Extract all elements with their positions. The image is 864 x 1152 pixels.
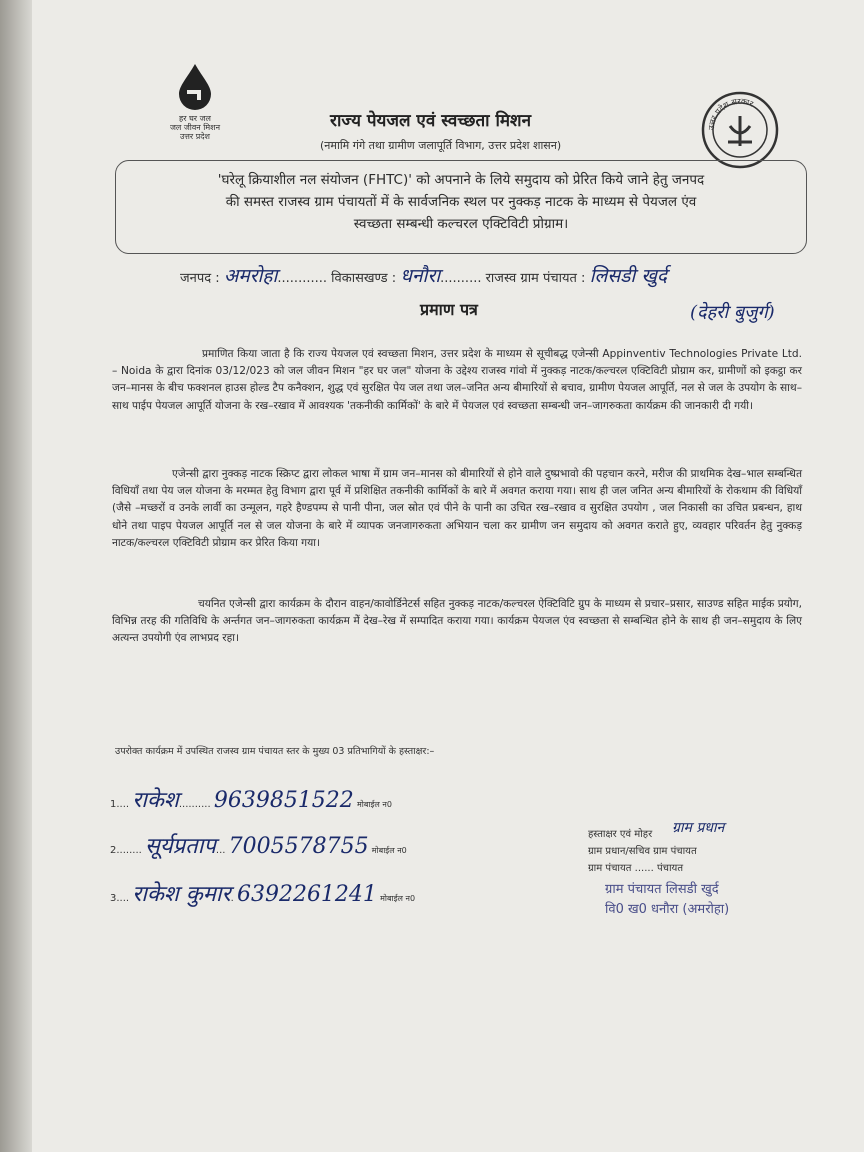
program-line-1: 'घरेलू क्रियाशील नल संयोजन (FHTC)' को अपनाने के लिये समुदाय को प्रेरित किये जाने हेतु जनपद bbox=[217, 172, 705, 188]
signature-name: राकेश bbox=[132, 788, 179, 813]
signatures-intro: उपरोक्त कार्यक्रम में उपस्थित राजस्व ग्राम पंचायत स्तर के मुख्य 03 प्रतिभागियों के हस्ताक्षर:– bbox=[115, 746, 435, 757]
paragraph-3: चयनित एजेन्सी द्वारा कार्यक्रम के दौरान वाहन/कावोर्डिनेटर्स सहित नुक्कड़ नाटक/कल्चरल ऐक्टिविटि ग्रुप के माध्यम से प्रचार–प्रसार, साउण्ड सहित माईक प्रयोग, विभिन्न तरह की गतिविधि के अर्न्तगत जन–जागरुकता कार्यक्रम मेें देख–रेख में सम्पादित कराया गया। कार्यक्रम पेयजल एंव स्वच्छता से सम्बन्धित होने के साथ ही जन–समुदाय के लिए अत्यन्त उपयोगी एंव लाभप्रद रहा। bbox=[112, 598, 802, 645]
signature-name: राकेश कुमार bbox=[132, 882, 231, 907]
panchayat-stamp bbox=[605, 880, 729, 920]
up-government-seal bbox=[700, 90, 780, 170]
logo-text-3: उत्तर प्रदेश bbox=[180, 132, 210, 141]
stamp-line-2: ग्राम प्रधान/सचिव ग्राम पंचायत bbox=[588, 846, 697, 857]
page-subtitle: (नमामि गंगे तथा ग्रामीण जलापूर्ति विभाग, उत्तर प्रदेश शासन) bbox=[320, 139, 562, 152]
water-drop-icon bbox=[175, 62, 215, 110]
certificate-heading: प्रमाण पत्र bbox=[420, 300, 478, 319]
mobile-label: मोबाईल न0 bbox=[357, 800, 392, 809]
signature-mobile: 9639851522 bbox=[213, 788, 354, 813]
signature-row-1: 1.... राकेश.......... 9639851522 मोबाईल न0 bbox=[110, 788, 392, 813]
mobile-label: मोबाईल न0 bbox=[380, 894, 416, 903]
signature-name: सूर्यप्रताप bbox=[145, 834, 216, 859]
page-title: राज्य पेयजल एवं स्वच्छता मिशन bbox=[330, 111, 532, 131]
gram-label: राजस्व ग्राम पंचायत : bbox=[485, 271, 586, 286]
location-fields: जनपद : अमरोहा............ विकासखण्ड : धनौरा.......... राजस्व ग्राम पंचायत : लिसडी खुर्द bbox=[180, 265, 667, 287]
vikas-label: विकासखण्ड : bbox=[331, 271, 397, 286]
janpad-label: जनपद : bbox=[180, 271, 220, 286]
signature-mobile: 6392261241 bbox=[236, 882, 377, 907]
mobile-label: मोबाईल न0 bbox=[371, 846, 407, 855]
vikas-value: धनौरा bbox=[400, 265, 441, 287]
logo-text-2: जल जीवन मिशन bbox=[169, 123, 221, 132]
program-line-2: की समस्त राजस्व ग्राम पंचायतों में के सार्वजनिक स्थल पर नुक्कड़ नाटक के माध्यम से पेयजल एंव bbox=[225, 194, 697, 210]
gram-value: लिसडी खुर्द bbox=[589, 265, 667, 287]
seal-text: उत्तर प्रदेश सरकार bbox=[706, 96, 755, 131]
stamp-line-3: ग्राम पंचायत ...... पंचायत bbox=[588, 863, 684, 874]
signature-mobile: 7005578755 bbox=[228, 834, 369, 859]
program-line-3: स्वच्छता सम्बन्धी कल्चरल एक्टिविटी प्रोग्राम। bbox=[353, 216, 569, 232]
paragraph-1: प्रमाणित किया जाता है कि राज्य पेयजल एवं स्वच्छता मिशन, उत्तर प्रदेश के माध्यम से सूचीबद्ध एजेन्सी Appinventiv Technologies Private Ltd. – Noida के द्वारा दिनांक 03/12/023 को जल जीवन मिशन "हर घर जल" योजना के उद्देश्य राजस्व गांवो में नुक्कड़ नाटक/कल्चरल एक्टिविटी प्रोग्राम कर, ग्रामीणों को इकट्ठा कर जन–मानस के बीच फक्शनल हाउस होल्ड टैप कनैक्शन, शुद्ध एवं सुरक्षित पेय जल तथा जल–जनित अन्य बीमारियों से बचाव, ग्रामीण पेयजल आपूर्ति, नल से जल के उपयोग के साथ–साथ पाईप पेयजल आपूर्ति योजना के रख–रखाव में आवश्यक 'तकनीकी कार्मिकों' के बारे में पेयजल एवं स्वच्छता सम्बन्धी जन–जागरुकता कार्यक्रम की जानकारी दी गयी। bbox=[112, 348, 802, 412]
stamp-seal-2: वि0 ख0 धनौरा (अमरोहा) bbox=[605, 902, 730, 917]
page-shadow bbox=[0, 0, 32, 1152]
pradhan-signature: ग्राम प्रधान bbox=[672, 820, 725, 836]
gram-value-alt: (देहरी बुजुर्ग) bbox=[690, 302, 775, 323]
signature-row-2: 2........ सूर्यप्रताप... 7005578755 मोबाईल न0 bbox=[110, 834, 407, 859]
stamp-line-1: हस्ताक्षर एवं मोहर bbox=[588, 829, 653, 840]
program-title-box bbox=[115, 160, 807, 254]
jal-jeevan-mission-logo bbox=[160, 62, 230, 141]
stamp-seal-1: ग्राम पंचायत लिसडी खुर्द bbox=[605, 882, 719, 897]
signature-number: 1. bbox=[110, 799, 120, 810]
signature-number: 2. bbox=[110, 845, 120, 856]
paragraph-2: एजेन्सी द्वारा नुक्कड़ नाटक स्क्रिप्ट द्वारा लोकल भाषा में ग्राम जन–मानस को बीमारियों से होने वाले दुष्प्रभावो की पहचान करने, मरीज की प्राथमिक देख–भाल सम्बन्धित विधियॉं तथा पेय जल योजना के मरम्मत हेतु विभाग द्वारा पूर्व में प्रशिक्षित तकनीकी कार्मिकों के बारे में अवगत कराया गया। साथ ही जल जनित अन्य बीमारियों के रोकथाम की विधियाँ (जैसे –मच्छरों व उनके लार्वी का उन्मूलन, गहरे हैण्डपम्प से पानी पीना, जल स्रोत एवं पीने के पानी का उचित रख–रखाव व सुरक्षित उपयोग , जल निकासी का उचित प्रबन्धन, हाथ धोने तथा पाइप पेयजल आपूर्ति नल से जल योजना के बारे में व्यापक जनजागरुकता अभियान चला कर ग्रामीण जन समुदाय को अवगत कराते हुए, व्यवहार परिवर्तन हेतु नुक्कड़ नाटक/कल्चरल एक्टिविटी प्रोग्राम कर प्रेरित किया गया। bbox=[112, 468, 802, 549]
logo-text-1: हर घर जल bbox=[179, 114, 211, 123]
signature-number: 3. bbox=[110, 893, 120, 904]
signature-row-3: 3.... राकेश कुमार. 6392261241 मोबाईल न0 bbox=[110, 882, 416, 907]
janpad-value: अमरोहा bbox=[223, 265, 278, 287]
